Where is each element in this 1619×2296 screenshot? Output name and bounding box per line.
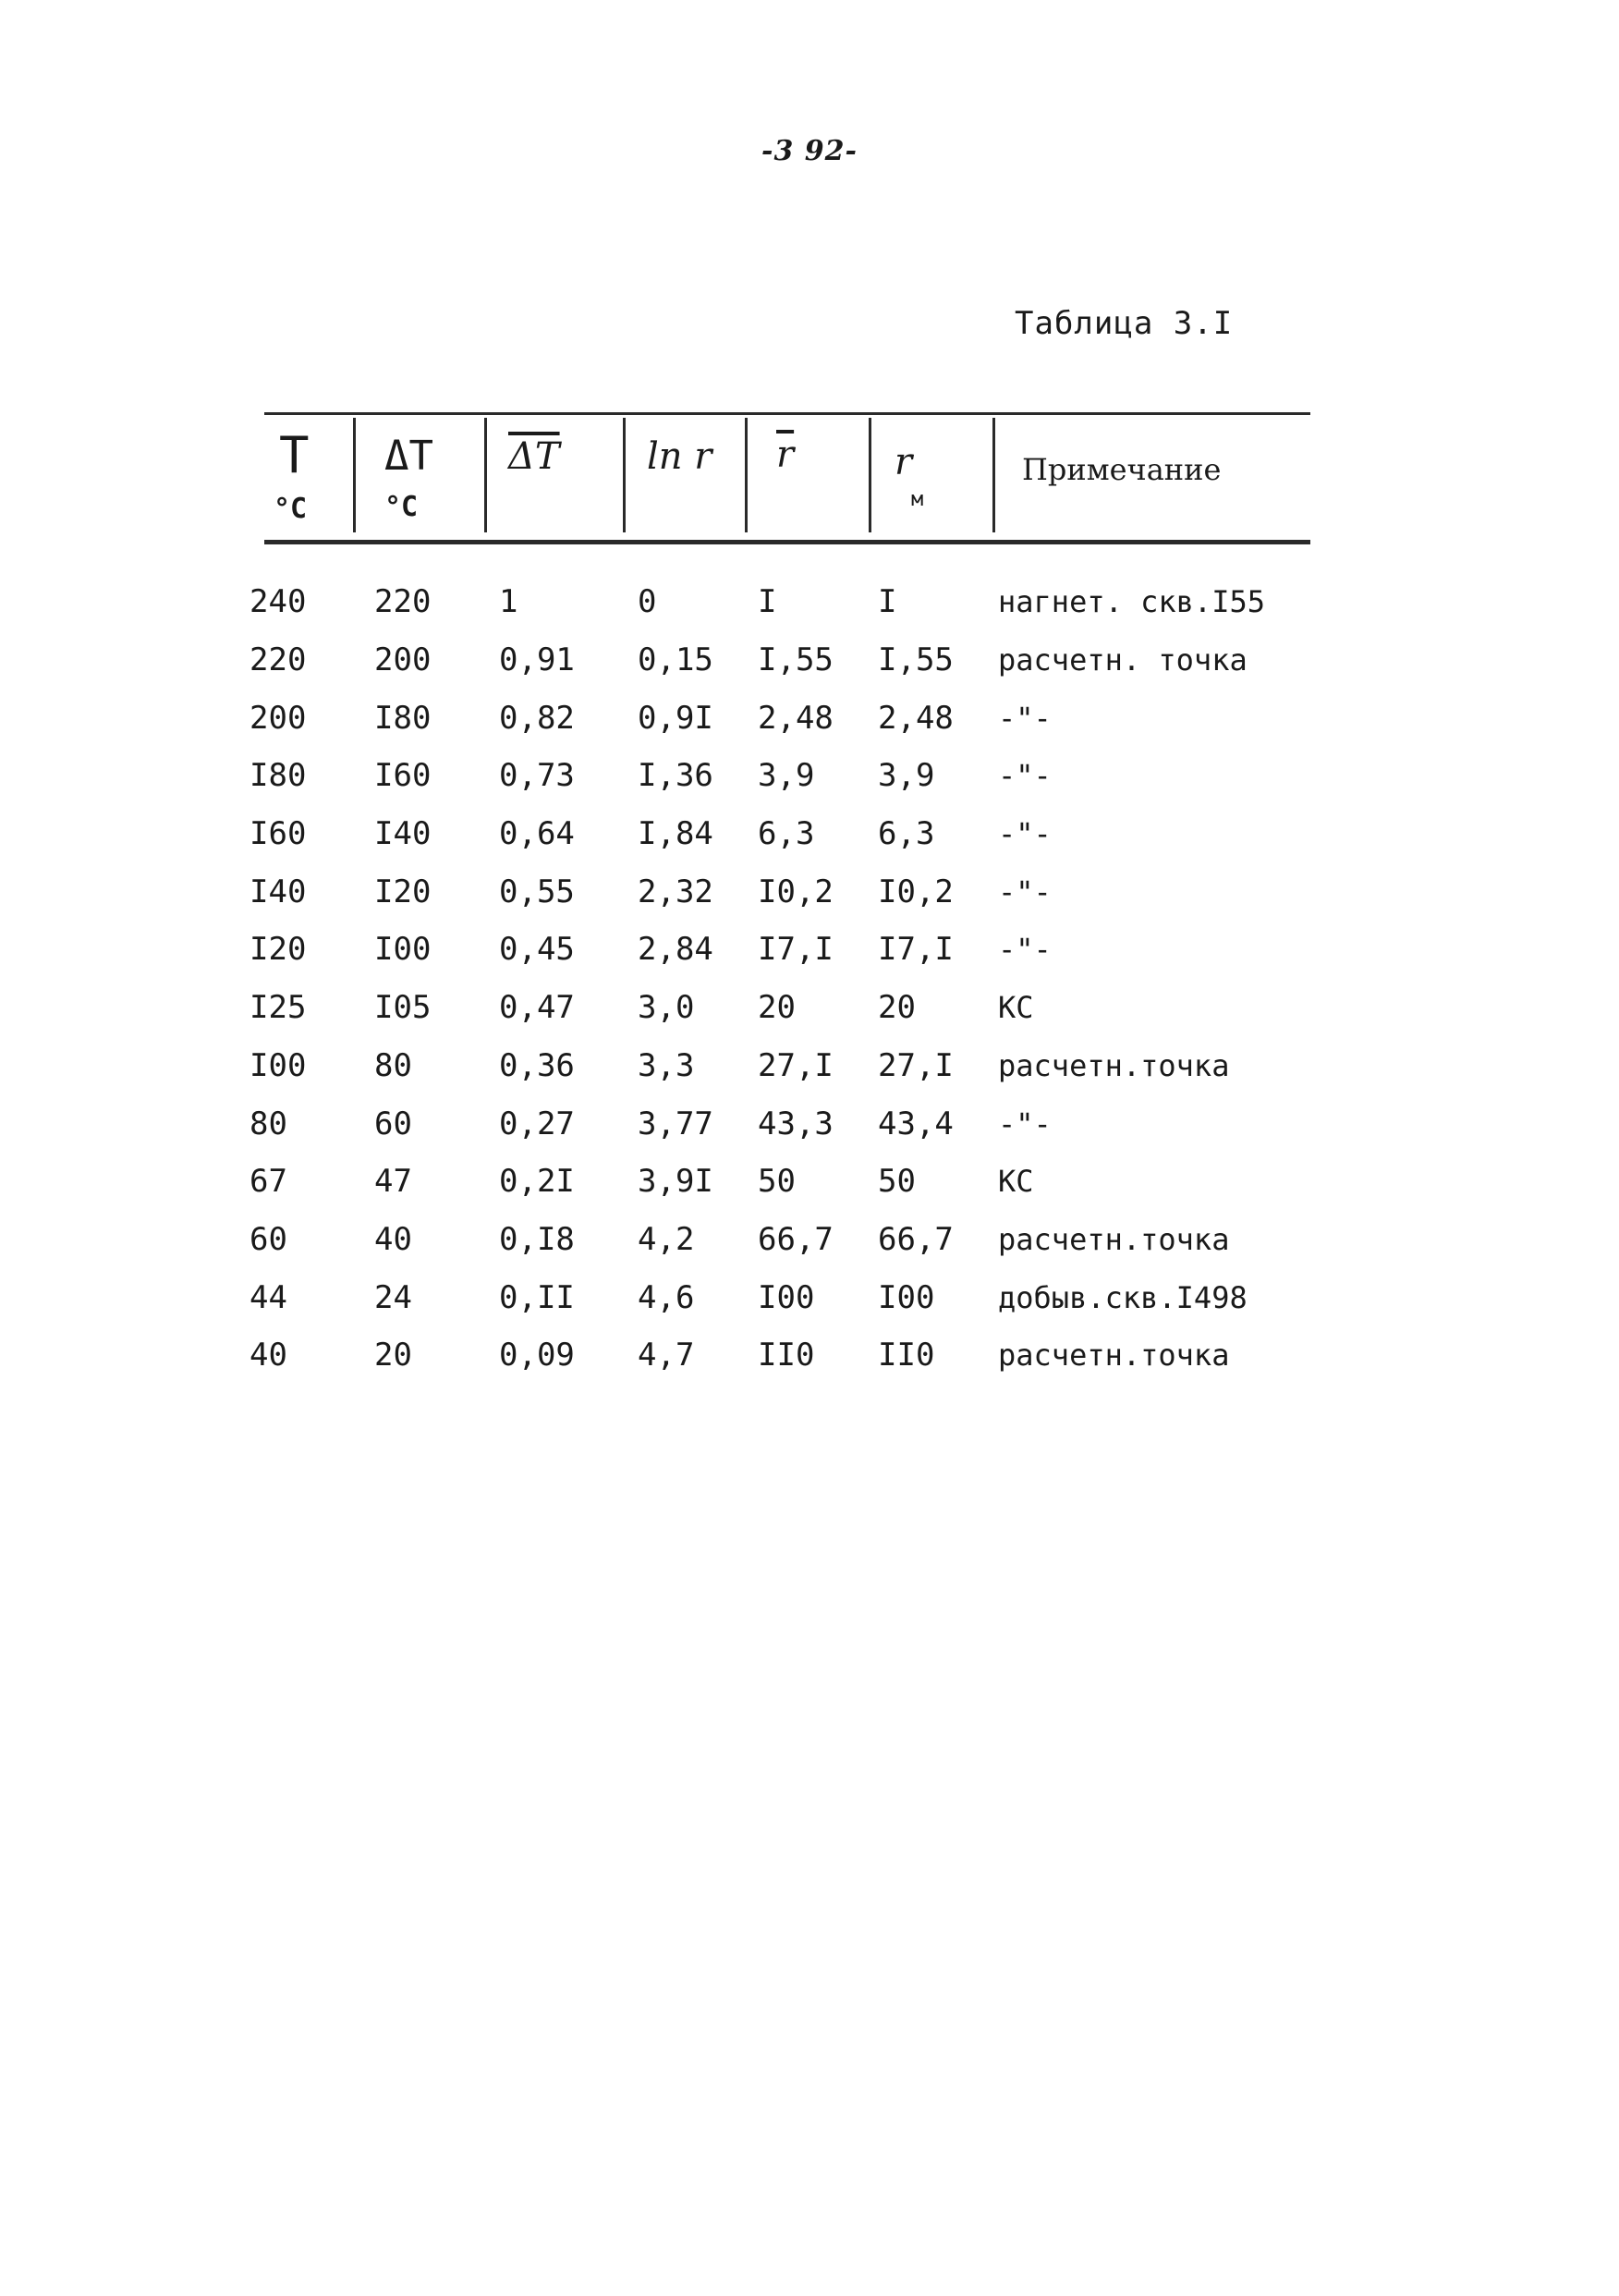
- cell-delta-t: I40: [374, 815, 432, 853]
- cell-r-bar: 3,9: [758, 757, 815, 795]
- cell-delta-t: I05: [374, 989, 432, 1027]
- cell-t: 67: [250, 1163, 287, 1201]
- header-unit-t: °C: [274, 493, 308, 525]
- cell-delta-t-normalized: 0,09: [499, 1337, 575, 1374]
- cell-t: I80: [250, 757, 307, 795]
- cell-delta-t-normalized: 0,73: [499, 757, 575, 795]
- cell-delta-t-normalized: 0,2I: [499, 1163, 575, 1201]
- cell-r: I: [878, 583, 897, 621]
- header-symbol-t: T: [279, 426, 310, 484]
- cell-delta-t: 40: [374, 1220, 412, 1258]
- cell-ln-r: 3,0: [638, 989, 695, 1027]
- cell-r: 50: [878, 1163, 916, 1201]
- page-number: -3 92-: [761, 135, 858, 167]
- header-cell-note: [992, 418, 1310, 534]
- header-separator: [992, 418, 995, 532]
- table-top-rule: [264, 412, 1310, 415]
- cell-r: 6,3: [878, 815, 935, 853]
- table-row: [250, 979, 1321, 1037]
- header-separator: [745, 418, 748, 532]
- cell-t: 220: [250, 641, 307, 679]
- cell-note: расчетн.точка: [998, 1047, 1230, 1083]
- cell-t: I60: [250, 815, 307, 853]
- cell-delta-t: 24: [374, 1278, 412, 1316]
- cell-r: 2,48: [878, 699, 954, 737]
- header-symbol-r: r: [895, 441, 913, 483]
- cell-r: 43,4: [878, 1105, 954, 1142]
- cell-r-bar: 20: [758, 989, 796, 1027]
- cell-ln-r: 0,9I: [638, 699, 713, 737]
- cell-r: I00: [878, 1278, 935, 1316]
- header-symbol-delta-t: ΔT: [384, 433, 433, 480]
- cell-ln-r: 4,7: [638, 1337, 695, 1374]
- table-row: [250, 1211, 1321, 1269]
- table-row: [250, 921, 1321, 979]
- cell-note: КС: [998, 990, 1034, 1026]
- table-row: [250, 862, 1321, 921]
- cell-r: 3,9: [878, 757, 935, 795]
- cell-delta-t: 200: [374, 641, 432, 679]
- cell-delta-t: 60: [374, 1105, 412, 1142]
- cell-delta-t: 47: [374, 1163, 412, 1201]
- cell-ln-r: 3,77: [638, 1105, 713, 1142]
- cell-r: I7,I: [878, 931, 954, 969]
- cell-note: расчетн.точка: [998, 1221, 1230, 1257]
- header-cell-ln-r: [623, 418, 745, 534]
- cell-r-bar: 43,3: [758, 1105, 834, 1142]
- header-separator: [623, 418, 626, 532]
- cell-ln-r: 0: [638, 583, 657, 621]
- header-symbol-ln-r: ln r: [647, 435, 712, 478]
- cell-delta-t-normalized: 1: [499, 583, 518, 621]
- header-cell-t: [264, 418, 353, 534]
- cell-r-bar: 66,7: [758, 1220, 834, 1258]
- header-separator: [484, 418, 487, 532]
- cell-t: 240: [250, 583, 307, 621]
- table-header-rule: [264, 540, 1310, 544]
- cell-r-bar: 50: [758, 1163, 796, 1201]
- cell-r-bar: I,55: [758, 641, 834, 679]
- cell-t: I00: [250, 1046, 307, 1084]
- cell-delta-t: I00: [374, 931, 432, 969]
- cell-delta-t-normalized: 0,91: [499, 641, 575, 679]
- cell-r: 66,7: [878, 1220, 954, 1258]
- cell-t: I25: [250, 989, 307, 1027]
- cell-r: I,55: [878, 641, 954, 679]
- cell-r-bar: II0: [758, 1337, 815, 1374]
- cell-delta-t: I60: [374, 757, 432, 795]
- header-cell-delta-t-normalized: [484, 418, 623, 534]
- cell-t: 200: [250, 699, 307, 737]
- cell-delta-t: I20: [374, 873, 432, 910]
- header-separator: [869, 418, 871, 532]
- cell-ln-r: 3,3: [638, 1046, 695, 1084]
- table-header: [264, 418, 1310, 534]
- cell-delta-t-normalized: 0,II: [499, 1278, 575, 1316]
- cell-note: расчетн. точка: [998, 642, 1248, 678]
- cell-ln-r: 3,9I: [638, 1163, 713, 1201]
- cell-r-bar: I7,I: [758, 931, 834, 969]
- cell-r-bar: I: [758, 583, 777, 621]
- cell-delta-t-normalized: 0,27: [499, 1105, 575, 1142]
- cell-delta-t: 80: [374, 1046, 412, 1084]
- cell-t: 80: [250, 1105, 287, 1142]
- table-row: [250, 1094, 1321, 1153]
- header-separator: [353, 418, 356, 532]
- cell-r-bar: 2,48: [758, 699, 834, 737]
- cell-ln-r: I,36: [638, 757, 713, 795]
- header-cell-delta-t: [353, 418, 484, 534]
- header-label-note: Примечание: [1022, 452, 1222, 487]
- cell-r: I0,2: [878, 873, 954, 910]
- header-cell-r: [869, 418, 992, 534]
- table-row: [250, 805, 1321, 863]
- cell-r-bar: I0,2: [758, 873, 834, 910]
- header-symbol-delta-t-normalized: $\overline{\Delta T}$: [508, 435, 560, 478]
- cell-ln-r: 2,84: [638, 931, 713, 969]
- cell-t: 60: [250, 1220, 287, 1258]
- cell-t: I20: [250, 931, 307, 969]
- table-row: [250, 1153, 1321, 1211]
- cell-ln-r: I,84: [638, 815, 713, 853]
- data-table: [250, 573, 1321, 1385]
- table-caption: Таблица 3.I: [1015, 305, 1234, 342]
- cell-note: -"-: [998, 932, 1052, 968]
- table-body: [250, 573, 1321, 1385]
- table-row: [250, 573, 1321, 631]
- cell-delta-t-normalized: 0,I8: [499, 1220, 575, 1258]
- cell-note: добыв.скв.I498: [998, 1279, 1248, 1315]
- table-row: [250, 747, 1321, 805]
- cell-note: расчетн.точка: [998, 1337, 1230, 1374]
- cell-delta-t-normalized: 0,64: [499, 815, 575, 853]
- cell-r-bar: 6,3: [758, 815, 815, 853]
- cell-r: 20: [878, 989, 916, 1027]
- cell-note: -"-: [998, 758, 1052, 794]
- cell-r: 27,I: [878, 1046, 954, 1084]
- cell-ln-r: 2,32: [638, 873, 713, 910]
- cell-note: нагнет. скв.I55: [998, 584, 1265, 620]
- cell-delta-t: 220: [374, 583, 432, 621]
- cell-delta-t: 20: [374, 1337, 412, 1374]
- table-row: [250, 689, 1321, 747]
- cell-delta-t-normalized: 0,47: [499, 989, 575, 1027]
- cell-t: 40: [250, 1337, 287, 1374]
- cell-t: I40: [250, 873, 307, 910]
- header-symbol-r-bar: $\overline{r}$: [776, 434, 795, 476]
- header-unit-r: м: [911, 488, 924, 511]
- cell-note: -"-: [998, 816, 1052, 852]
- cell-delta-t-normalized: 0,36: [499, 1046, 575, 1084]
- cell-ln-r: 4,2: [638, 1220, 695, 1258]
- table-row: [250, 631, 1321, 690]
- header-cell-r-bar: [745, 418, 869, 534]
- cell-r-bar: I00: [758, 1278, 815, 1316]
- header-unit-delta-t: °C: [384, 491, 419, 523]
- table-row: [250, 1268, 1321, 1326]
- cell-note: -"-: [998, 700, 1052, 736]
- cell-delta-t-normalized: 0,55: [499, 873, 575, 910]
- cell-ln-r: 4,6: [638, 1278, 695, 1316]
- cell-t: 44: [250, 1278, 287, 1316]
- cell-note: -"-: [998, 873, 1052, 910]
- cell-delta-t: I80: [374, 699, 432, 737]
- cell-delta-t-normalized: 0,82: [499, 699, 575, 737]
- cell-delta-t-normalized: 0,45: [499, 931, 575, 969]
- cell-r: II0: [878, 1337, 935, 1374]
- cell-r-bar: 27,I: [758, 1046, 834, 1084]
- cell-ln-r: 0,15: [638, 641, 713, 679]
- cell-note: -"-: [998, 1105, 1052, 1142]
- table-row: [250, 1037, 1321, 1095]
- cell-note: КС: [998, 1164, 1034, 1200]
- table-row: [250, 1326, 1321, 1385]
